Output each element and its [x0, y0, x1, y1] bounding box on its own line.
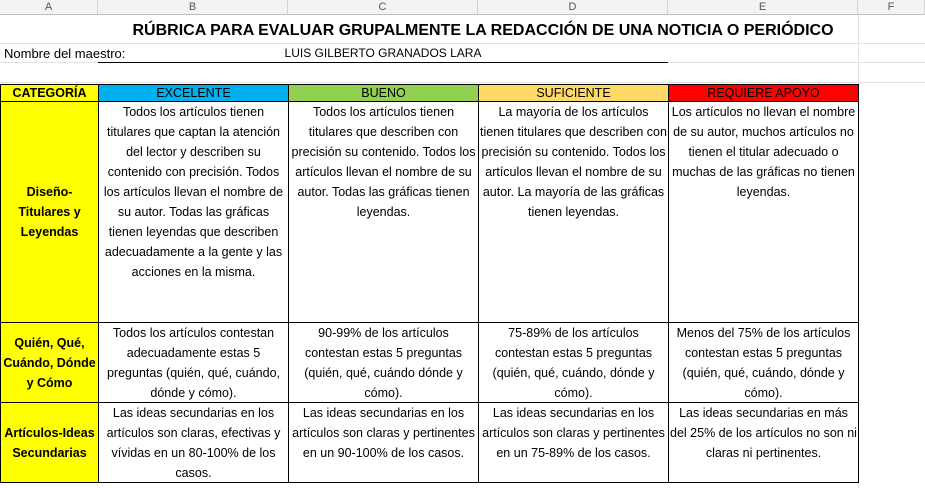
- level-header-excelente[interactable]: EXCELENTE: [98, 84, 289, 102]
- column-header-d[interactable]: D: [478, 0, 668, 15]
- category-header-cell[interactable]: CATEGORÍA: [0, 84, 99, 102]
- gridline: [0, 82, 925, 83]
- rubric-cell[interactable]: Los artículos no llevan el nombre de su autor, muchos artículos no tienen el titular adecuado o muchas de las gráficas no tienen leyendas.: [668, 101, 859, 323]
- rubric-cell[interactable]: 90-99% de los artículos contestan estas 5 preguntas (quién, qué, cuándo dónde y cómo).: [288, 322, 479, 403]
- teacher-name-label[interactable]: Nombre del maestro:: [4, 46, 126, 61]
- teacher-name-value[interactable]: LUIS GILBERTO GRANADOS LARA: [284, 46, 482, 60]
- category-label: Artículos-Ideas Secundarias: [4, 425, 95, 460]
- rubric-cell[interactable]: Las ideas secundarias en más del 25% de los artículos no son ni claras ni pertinentes.: [668, 402, 859, 483]
- name-underline: [98, 62, 668, 63]
- column-header-a[interactable]: A: [0, 0, 98, 15]
- gridline: [0, 43, 925, 44]
- rubric-cell[interactable]: Todos los artículos contestan adecuadamente estas 5 preguntas (quién, qué, cuándo, dónde y cómo).: [98, 322, 289, 403]
- column-header-f[interactable]: F: [858, 0, 925, 15]
- category-cell-diseno[interactable]: [0, 101, 99, 323]
- level-header-suficiente[interactable]: SUFICIENTE: [478, 84, 669, 102]
- category-cell-preguntas[interactable]: [0, 322, 99, 403]
- rubric-cell[interactable]: Menos del 75% de los artículos contestan estas 5 preguntas (quién, qué, cuándo, dónde y cómo).: [668, 322, 859, 403]
- rubric-cell[interactable]: Las ideas secundarias en los artículos son claras y pertinentes en un 90-100% de los casos.: [288, 402, 479, 483]
- rubric-cell[interactable]: Todos los artículos tienen titulares que captan la atención del lector y describen su contenido con precisión. Todos los artículos llevan el nombre de su autor. Todas las gráficas tienen leyendas que describen adecuadamente a la gente y las acciones en la misma.: [98, 101, 289, 323]
- level-header-requiere-apoyo[interactable]: REQUIERE APOYO: [668, 84, 859, 102]
- page-title[interactable]: RÚBRICA PARA EVALUAR GRUPALMENTE LA REDACCIÓN DE UNA NOTICIA O PERIÓDICO: [132, 22, 834, 39]
- column-header-e[interactable]: E: [668, 0, 858, 15]
- level-header-bueno[interactable]: BUENO: [288, 84, 479, 102]
- rubric-cell[interactable]: 75-89% de los artículos contestan estas 5 preguntas (quién, qué, cuándo, dónde y cómo).: [478, 322, 669, 403]
- category-label: Quién, Qué, Cuándo, Dónde y Cómo: [3, 335, 96, 390]
- category-label: Diseño-Titulares y Leyendas: [18, 185, 81, 239]
- column-header-b[interactable]: B: [98, 0, 288, 15]
- rubric-cell[interactable]: La mayoría de los artículos tienen titulares que describen con precisión su contenido. Todos los artículos llevan el nombre de su autor. La mayoría de las gráficas tienen leyendas.: [478, 101, 669, 323]
- rubric-cell[interactable]: Las ideas secundarias en los artículos son claras, efectivas y vívidas en un 80-100% de los casos.: [98, 402, 289, 483]
- category-cell-ideas[interactable]: [0, 402, 99, 483]
- rubric-cell[interactable]: Todos los artículos tienen titulares que describen con precisión su contenido. Todos los artículos llevan el nombre de su autor. Todas las gráficas tienen leyendas.: [288, 101, 479, 323]
- rubric-cell[interactable]: Las ideas secundarias en los artículos son claras y pertinentes en un 75-89% de los casos.: [478, 402, 669, 483]
- column-header-c[interactable]: C: [288, 0, 478, 15]
